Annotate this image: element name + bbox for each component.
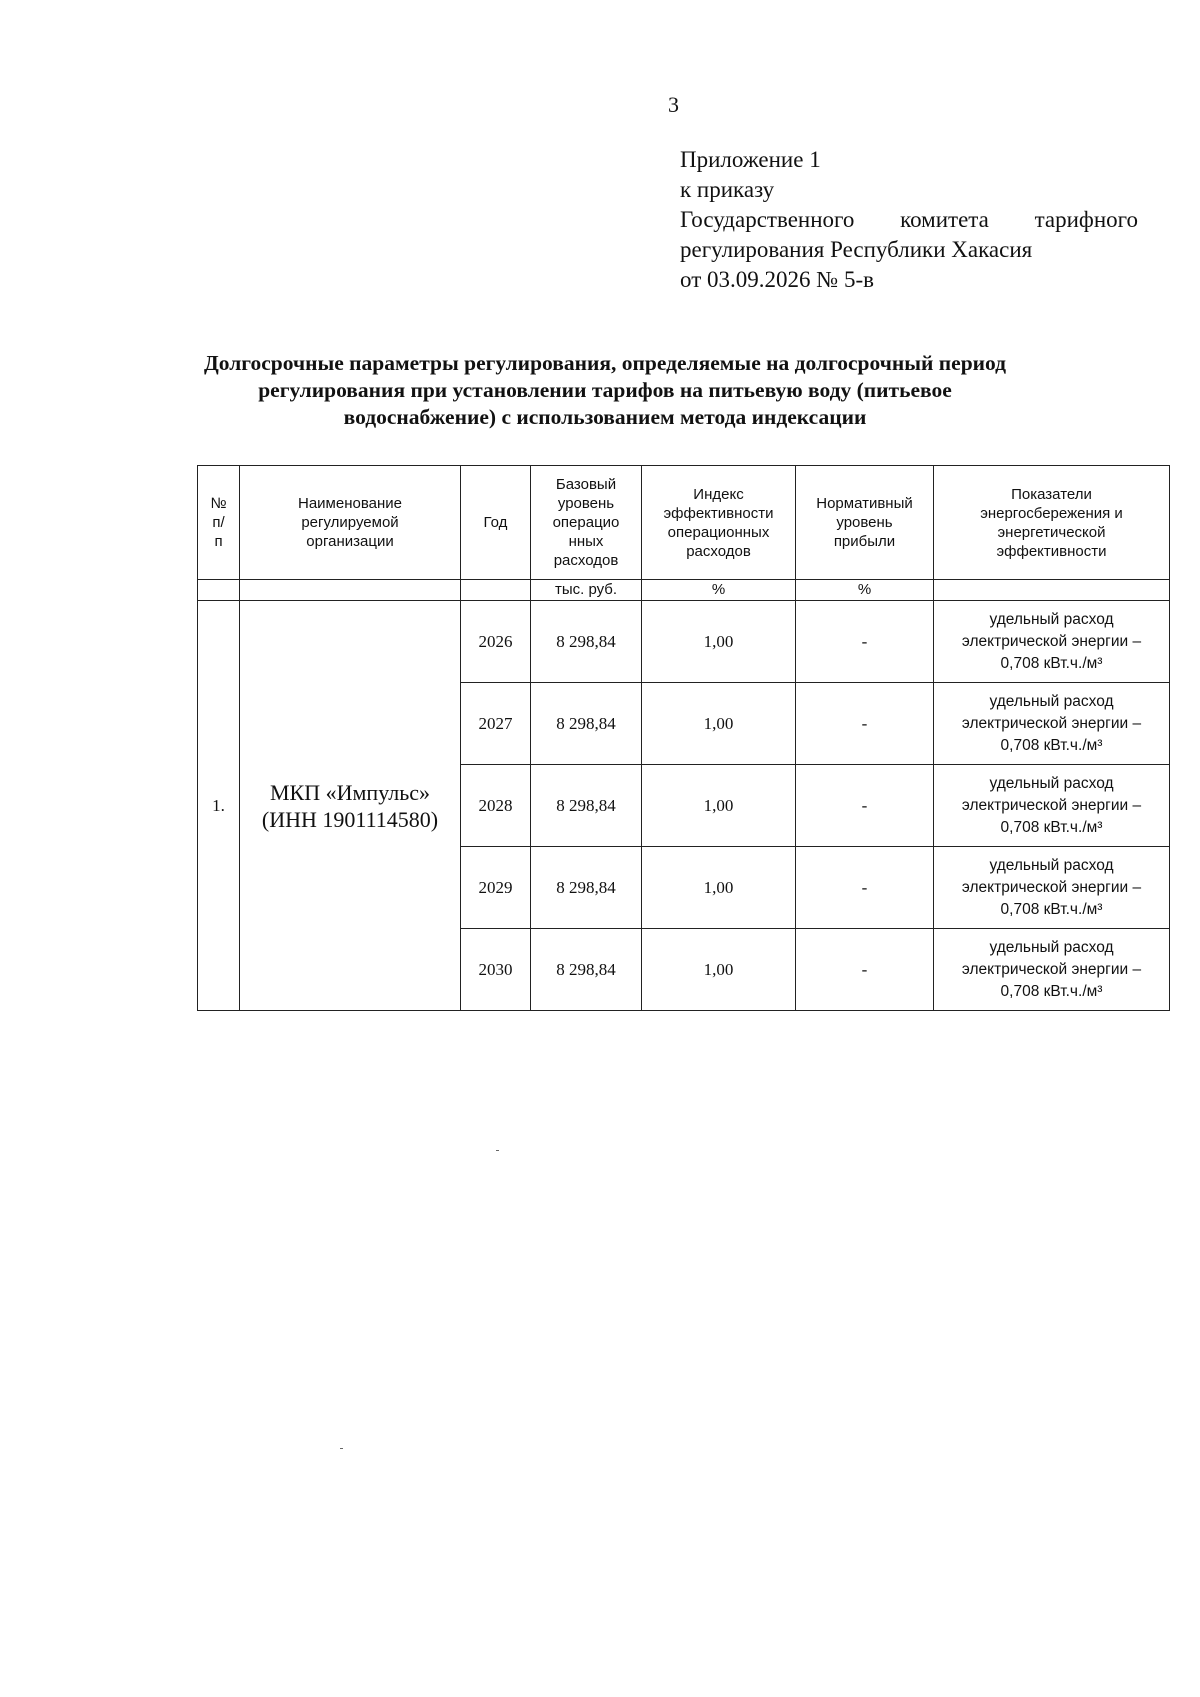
- header-profit-level: Нормативный уровень прибыли: [796, 466, 934, 580]
- units-organization: [240, 580, 461, 601]
- header-row: [198, 466, 1170, 580]
- energy-indicator-cell: удельный расход электрической энергии – 0,708 кВт.ч./м³: [934, 601, 1170, 683]
- title-line: Долгосрочные параметры регулирования, определяемые на долгосрочный период: [203, 351, 1007, 375]
- parameters-table: [197, 465, 1170, 1011]
- profit-level-cell: -: [796, 683, 934, 765]
- organization-name: МКП «Импульс» (ИНН 1901114580): [240, 601, 461, 1011]
- appendix-committee-word: тарифного: [1034, 207, 1138, 232]
- base-level-cell: 8 298,84: [531, 847, 642, 929]
- energy-indicator-cell: удельный расход электрической энергии – 0,708 кВт.ч./м³: [934, 683, 1170, 765]
- scan-speck: [340, 1448, 343, 1449]
- appendix-region-line: регулирования Республики Хакасия: [680, 237, 1033, 262]
- profit-level-cell: -: [796, 601, 934, 683]
- appendix-committee-word: Государственного: [680, 207, 855, 232]
- header-organization: Наименование регулируемой организации: [240, 466, 461, 580]
- appendix-block: [680, 145, 1138, 295]
- efficiency-index-cell: 1,00: [642, 683, 796, 765]
- base-level-cell: 8 298,84: [531, 929, 642, 1011]
- year-cell: 2028: [461, 765, 531, 847]
- appendix-committee-line: [680, 205, 1138, 235]
- header-efficiency-index: Индекс эффективности операционных расходов: [642, 466, 796, 580]
- appendix-committee-word: комитета: [900, 207, 989, 232]
- entry-number: 1.: [198, 601, 240, 1011]
- year-cell: 2027: [461, 683, 531, 765]
- units-base-level: тыс. руб.: [531, 580, 642, 601]
- header-year: Год: [461, 466, 531, 580]
- year-cell: 2026: [461, 601, 531, 683]
- energy-indicator-cell: удельный расход электрической энергии – 0,708 кВт.ч./м³: [934, 929, 1170, 1011]
- appendix-date-number: от 03.09.2026 № 5-в: [680, 267, 874, 292]
- energy-indicator-cell: удельный расход электрической энергии – 0,708 кВт.ч./м³: [934, 847, 1170, 929]
- base-level-cell: 8 298,84: [531, 601, 642, 683]
- units-energy: [934, 580, 1170, 601]
- year-cell: 2029: [461, 847, 531, 929]
- base-level-cell: 8 298,84: [531, 765, 642, 847]
- header-energy-indicators: Показатели энергосбережения и энергетической эффективности: [934, 466, 1170, 580]
- efficiency-index-cell: 1,00: [642, 847, 796, 929]
- energy-indicator-cell: удельный расход электрической энергии – 0,708 кВт.ч./м³: [934, 765, 1170, 847]
- efficiency-index-cell: 1,00: [642, 765, 796, 847]
- header-number: № п/ п: [198, 466, 240, 580]
- units-year: [461, 580, 531, 601]
- efficiency-index-cell: 1,00: [642, 929, 796, 1011]
- appendix-order-ref: к приказу: [680, 177, 775, 202]
- units-efficiency-index: %: [642, 580, 796, 601]
- profit-level-cell: -: [796, 847, 934, 929]
- document-title: [150, 350, 1060, 431]
- page-number: 3: [668, 92, 679, 117]
- units-row: [198, 580, 1170, 601]
- units-profit-level: %: [796, 580, 934, 601]
- appendix-title: Приложение 1: [680, 147, 821, 172]
- year-cell: 2030: [461, 929, 531, 1011]
- units-number: [198, 580, 240, 601]
- table-row: [198, 601, 1170, 683]
- base-level-cell: 8 298,84: [531, 683, 642, 765]
- scan-speck: [496, 1150, 499, 1151]
- efficiency-index-cell: 1,00: [642, 601, 796, 683]
- title-line: водоснабжение) с использованием метода индексации: [343, 405, 867, 429]
- header-base-level: Базовый уровень операцио нных расходов: [531, 466, 642, 580]
- profit-level-cell: -: [796, 929, 934, 1011]
- profit-level-cell: -: [796, 765, 934, 847]
- title-line: регулирования при установлении тарифов на питьевую воду (питьевое: [258, 378, 952, 402]
